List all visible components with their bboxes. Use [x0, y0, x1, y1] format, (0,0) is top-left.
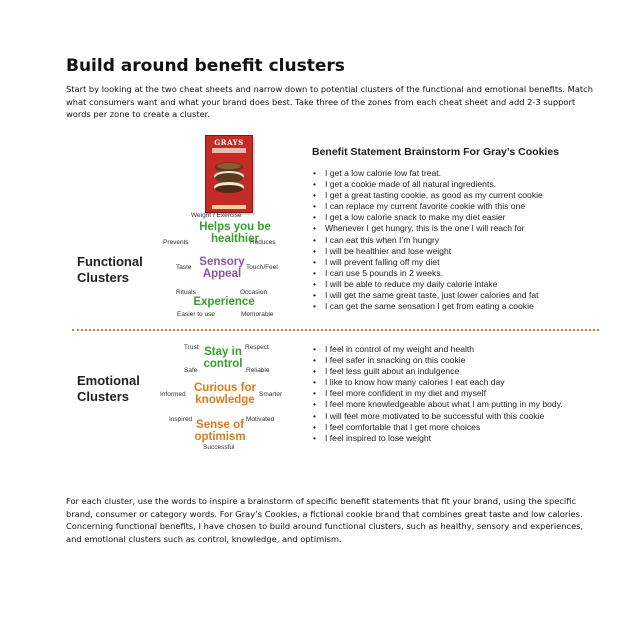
outro-paragraph: For each cluster, use the words to inspire a brainstorm of specific benefit statements that fit your brand, using the specific brand, consumer or category words. For Gray’s Cookies, a fictional cookie brand that combines great taste and low calories. Concerning functional benefits, I have chosen to build around functional clusters, such as healthy, sensory and experiences, and emotional clusters such as control, knowledge, and optimism. — [66, 496, 584, 544]
successful-word: Successful — [203, 444, 235, 451]
occasion-word: Occasion — [240, 289, 268, 296]
inspired-word: Inspired — [169, 416, 193, 423]
functional-label-line2: Clusters — [77, 270, 130, 285]
package-subtitle-band — [212, 148, 246, 153]
control-line2: control — [203, 357, 243, 370]
cookie-package-image — [205, 135, 253, 213]
list-item: • I feel more knowledgeable about what I am putting in my body. — [313, 399, 563, 410]
benefit-cluster-figure — [66, 132, 604, 482]
touch-feel-word: Touch/Feel — [246, 264, 278, 271]
package-brand-label: GRAYS — [214, 138, 244, 147]
list-item: • I will prevent falling off my diet — [313, 257, 543, 268]
informed-word: Informed — [160, 391, 186, 398]
rituals-word: Rituals — [176, 289, 196, 296]
motivated-word: Motivated — [246, 416, 275, 423]
knowledge-cluster — [191, 383, 259, 406]
section-divider — [72, 329, 599, 331]
reliable-word: Reliable — [246, 367, 270, 374]
optimism-line2: optimism — [194, 430, 246, 443]
list-item: • I feel in control of my weight and health — [313, 344, 563, 355]
emotional-statements-list — [313, 344, 563, 444]
list-item: • I like to know how many calories I eat each day — [313, 377, 563, 388]
respect-word: Respect — [245, 344, 269, 351]
control-line1: Stay in — [204, 346, 242, 358]
taste-word: Taste — [176, 264, 192, 271]
list-item: • I get a great tasting cookie, as good as my current cookie — [313, 190, 543, 201]
list-item: • I will be healthier and lose weight — [313, 246, 543, 257]
list-item: • I feel less guilt about an indulgence — [313, 366, 563, 377]
reduces-word: Reduces — [250, 239, 276, 246]
prevents-word: Prevents — [163, 239, 189, 246]
list-item: • I can get the same sensation I get from eating a cookie — [313, 301, 543, 312]
list-item: • I will feel more motivated to be successful with this cookie — [313, 411, 563, 422]
memorable-word: Memorable — [241, 311, 274, 318]
functional-statements-list — [313, 168, 543, 312]
healthier-line2: healthier — [211, 232, 259, 245]
safe-word: Safe — [184, 367, 198, 374]
control-cluster — [198, 347, 248, 370]
list-item: • I get a cookie made of all natural ingredients. — [313, 179, 543, 190]
list-item: • I feel more confident in my diet and myself — [313, 388, 563, 399]
cookie-stack-icon — [211, 158, 247, 194]
package-flavor-band — [212, 205, 246, 209]
list-item: • I feel safer in snacking on this cookie — [313, 355, 563, 366]
emotional-label-line1: Emotional — [77, 373, 140, 388]
list-item: • I get a low calorie low fat treat. — [313, 168, 543, 179]
list-item: • I can replace my current favorite cookie with this one — [313, 201, 543, 212]
optimism-line1: Sense of — [196, 419, 244, 431]
list-item: • I feel inspired to lose weight — [313, 433, 563, 444]
trust-word: Trust — [184, 344, 199, 351]
emotional-clusters-label — [77, 373, 140, 405]
knowledge-line1: Curious for — [194, 382, 256, 394]
emotional-label-line2: Clusters — [77, 389, 130, 404]
list-item: • I can eat this when I’m hungry — [313, 235, 543, 246]
healthier-line1: Helps you be — [199, 221, 271, 233]
list-item: • Whenever I get hungry, this is the one I will reach for — [313, 223, 543, 234]
sensory-line1: Sensory — [199, 256, 245, 268]
sensory-cluster — [192, 257, 252, 280]
intro-paragraph: Start by looking at the two cheat sheets and narrow down to potential clusters of the functional and emotional benefits. Match what consumers want and what your brand does best. Take three of the zones from each cheat sheet and add 2-3 support words per zone to create a cluster. — [66, 84, 593, 120]
optimism-cluster — [192, 420, 248, 443]
easier-to-use-word: Easier to use — [177, 311, 215, 318]
sensory-line2: Appeal — [202, 267, 242, 280]
functional-clusters-label — [77, 254, 143, 286]
experience-cluster: Experience — [193, 296, 255, 308]
weight-exercise-word: Weight / Exercise — [191, 212, 242, 219]
functional-label-line1: Functional — [77, 254, 143, 269]
page-title: Build around benefit clusters — [66, 56, 345, 76]
brainstorm-heading: Benefit Statement Brainstorm For Gray’s Cookies — [312, 146, 560, 158]
list-item: • I get a low calorie snack to make my diet easier — [313, 212, 543, 223]
knowledge-line2: knowledge — [195, 393, 255, 406]
list-item: • I can use 5 pounds in 2 weeks. — [313, 268, 543, 279]
smarter-word: Smarter — [259, 391, 283, 398]
list-item: • I will get the same great taste, just lower calories and fat — [313, 290, 543, 301]
list-item: • I feel comfortable that I get more choices — [313, 422, 563, 433]
list-item: • I will be able to reduce my daily calorie intake — [313, 279, 543, 290]
